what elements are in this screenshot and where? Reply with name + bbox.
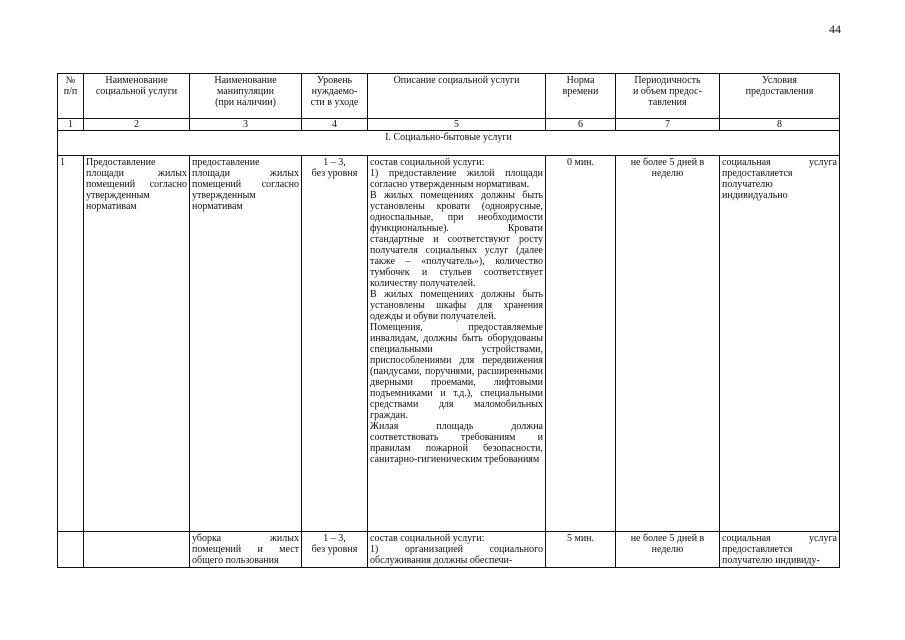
header-conditions: Условия предоставления: [720, 74, 840, 119]
manipulation-cell: уборка жилых помещений и мест общего пользования: [190, 532, 302, 568]
table-row: [58, 532, 840, 568]
section-row: [58, 131, 840, 156]
services-table: [57, 73, 840, 568]
page-number: 44: [829, 22, 841, 36]
periodicity-cell: не более 5 дней в неделю: [616, 156, 720, 532]
care-level-cell: 1 – 3, без уровня: [302, 156, 368, 532]
column-number: 5: [368, 119, 546, 131]
section-title: I. Социально-бытовые услуги: [58, 131, 840, 156]
service-name-cell: [84, 532, 190, 568]
column-number: 8: [720, 119, 840, 131]
column-number-row: [58, 119, 840, 131]
description-cell: состав социальной услуги: 1) предоставление жилой площади согласно утвержденным нормативам. В жилых помещениях должны быть установлены кровати (одноярусные, односпальные, при необходимости функциональные). Кровати стандартные и соответствуют росту получателя социальных услуг (далее также – «получатель»), количество тумбочек и стульев соответствует количеству получателей. В жилых помещениях должны быть установлены шкафы для хранения одежды и обуви получателей. Помещения, предоставляемые инвалидам, должны быть оборудованы специальными устройствами, приспособлениями для передвижения (пандусами, поручнями, расширенными дверными проемами, лифтовыми подъемниками и т.д.), специальными средствами для маломобильных граждан. Жилая площадь должна соответствовать требованиям и правилам пожарной безопасности, санитарно-гигиеническим требованиям: [368, 156, 546, 532]
conditions-cell: социальная услуга предоставляется получателю индивидуально: [720, 156, 840, 532]
column-number: 7: [616, 119, 720, 131]
header-periodicity: Периодичность и объем предос- тавления: [616, 74, 720, 119]
header-description: Описание социальной услуги: [368, 74, 546, 119]
header-service-name: Наименование социальной услуги: [84, 74, 190, 119]
header-time-norm: Норма времени: [546, 74, 616, 119]
periodicity-cell: не более 5 дней в неделю: [616, 532, 720, 568]
column-number: 2: [84, 119, 190, 131]
header-row: [58, 74, 840, 119]
conditions-cell: социальная услуга предоставляется получателю индивиду-: [720, 532, 840, 568]
description-cell: состав социальной услуги: 1) организацией социального обслуживания должны обеспечи-: [368, 532, 546, 568]
time-norm-cell: 5 мин.: [546, 532, 616, 568]
table-row: [58, 156, 840, 532]
manipulation-cell: предоставление площади жилых помещений согласно утвержденным нормативам: [190, 156, 302, 532]
header-manipulation: Наименование манипуляции (при наличии): [190, 74, 302, 119]
service-name-cell: Предоставление площади жилых помещений согласно утвержденным нормативам: [84, 156, 190, 532]
time-norm-cell: 0 мин.: [546, 156, 616, 532]
header-care-level: Уровень нуждаемо- сти в уходе: [302, 74, 368, 119]
column-number: 1: [58, 119, 84, 131]
column-number: 3: [190, 119, 302, 131]
row-number: 1: [58, 156, 84, 532]
row-number: [58, 532, 84, 568]
column-number: 4: [302, 119, 368, 131]
header-num: № п/п: [58, 74, 84, 119]
column-number: 6: [546, 119, 616, 131]
care-level-cell: 1 – 3, без уровня: [302, 532, 368, 568]
